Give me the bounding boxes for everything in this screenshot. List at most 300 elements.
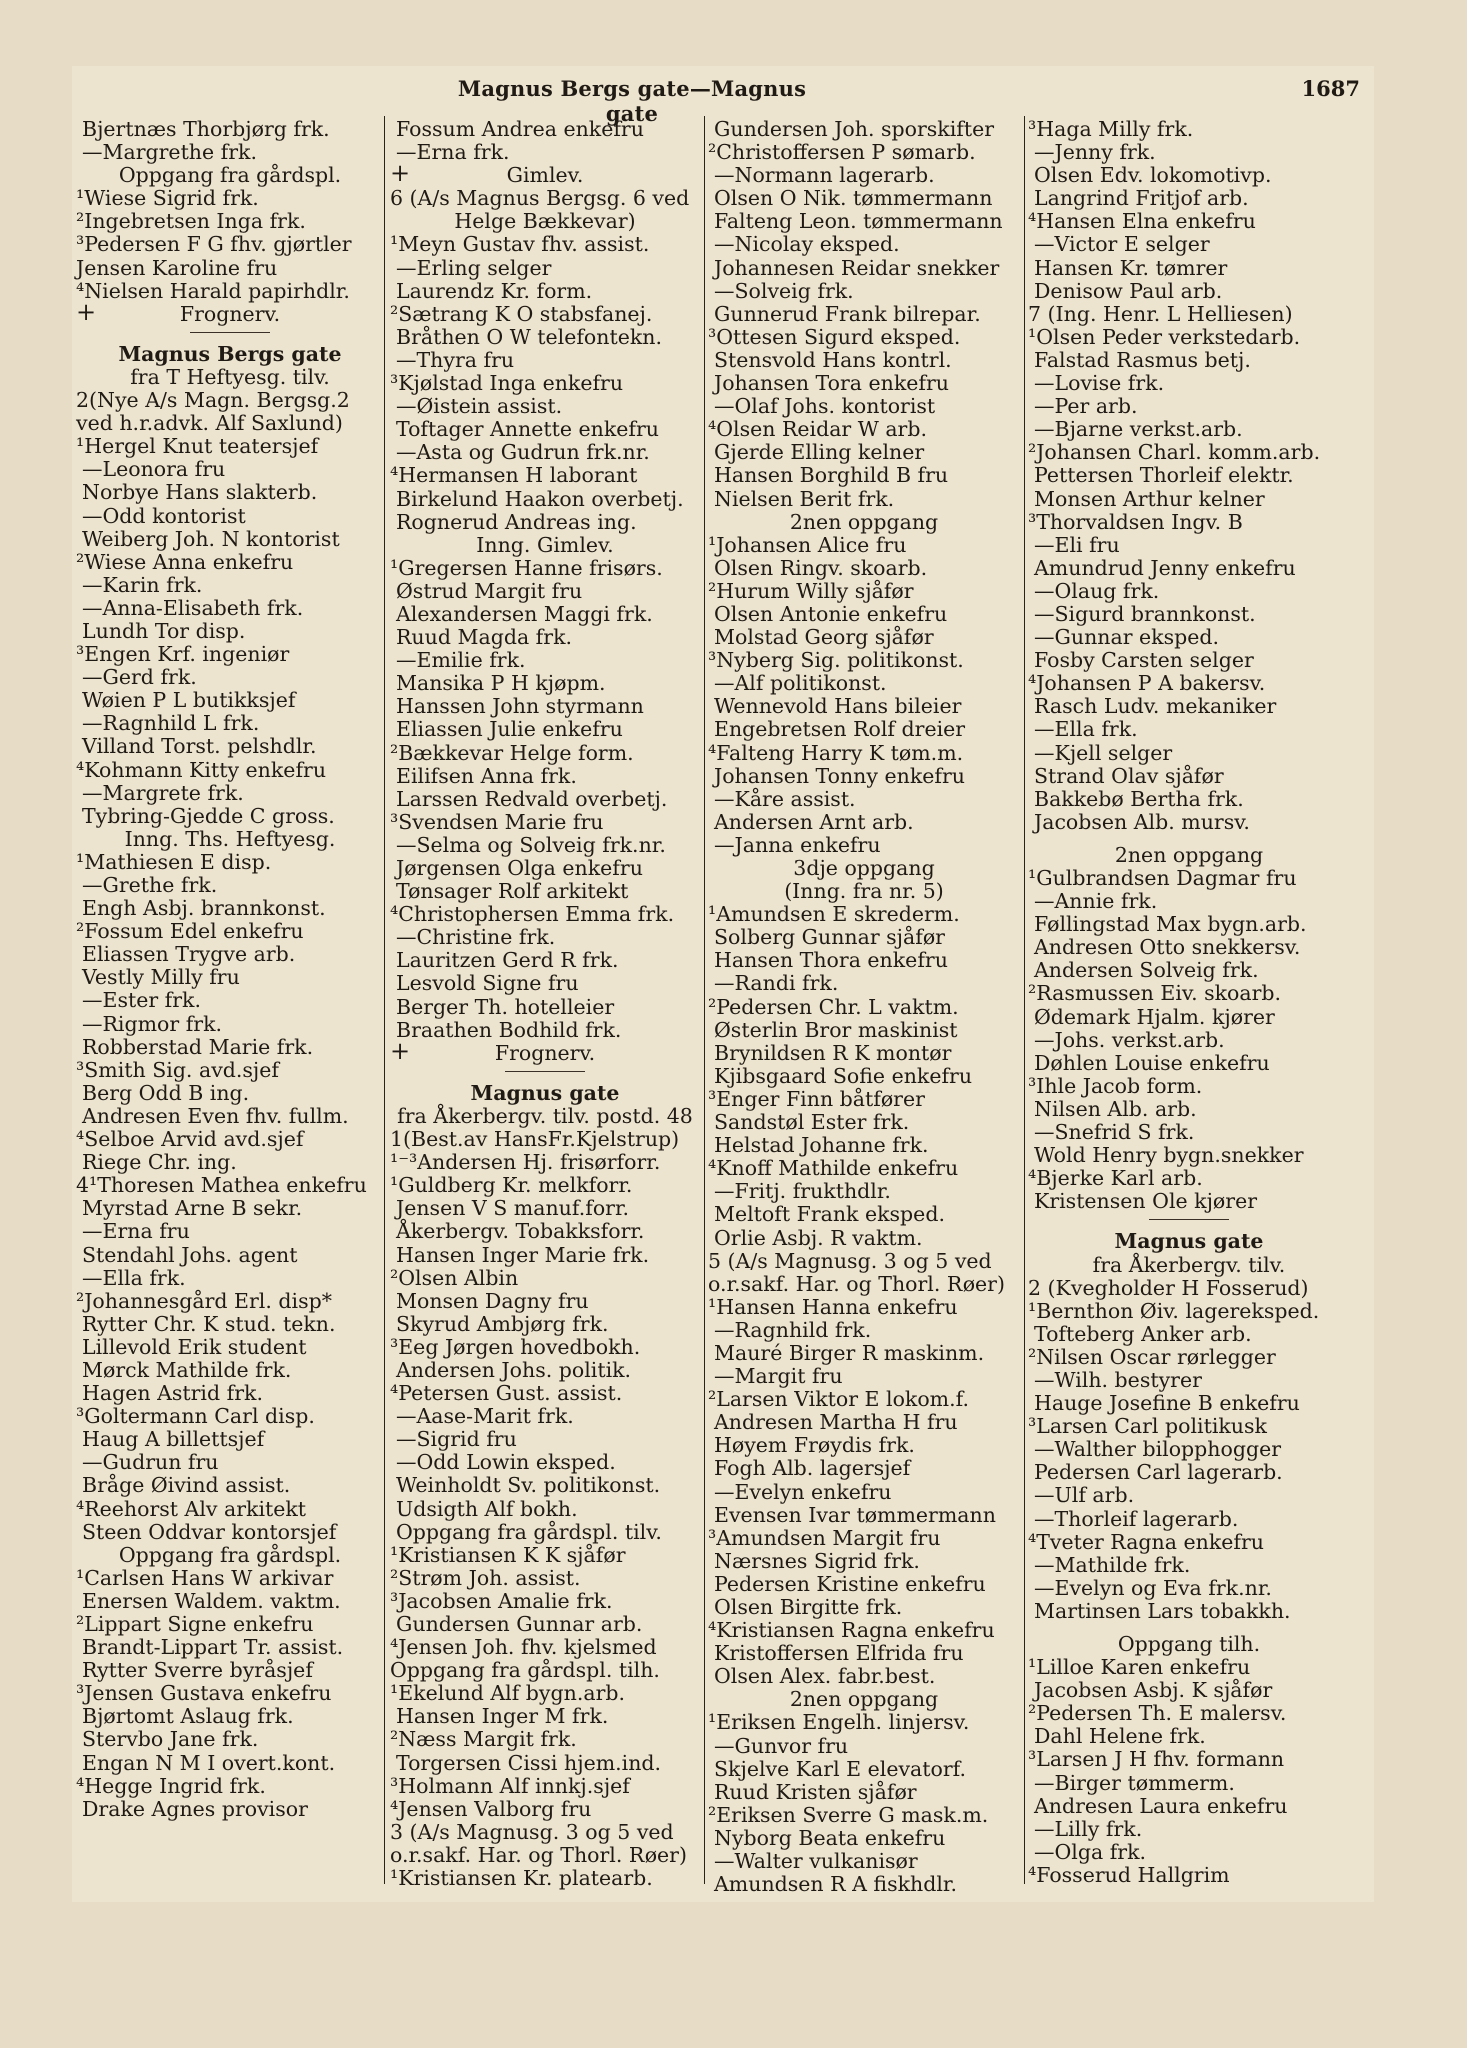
directory-entry: Sandstøl Ester frk. xyxy=(714,1110,910,1135)
directory-entry: Bakkebø Bertha frk. xyxy=(1034,786,1244,811)
directory-entry: Engh Asbj. brannkonst. xyxy=(82,896,326,921)
directory-entry: Andersen Arnt arb. xyxy=(714,809,914,834)
directory-entry: —Erling selger xyxy=(396,255,552,280)
directory-entry: ¹Bernthon Øiv. lagereksped. xyxy=(1028,1298,1320,1323)
directory-entry: ⁴Hegge Ingrid frk. xyxy=(76,1773,266,1798)
directory-entry: ¹Meyn Gustav fhv. assist. xyxy=(390,232,650,257)
directory-entry: Braathen Bodhild frk. xyxy=(396,1017,622,1042)
directory-entry: ¹Carlsen Hans W arkivar xyxy=(76,1565,334,1590)
directory-entry: Kristoffersen Elfrida fru xyxy=(714,1641,964,1666)
directory-entry: Gjerde Elling kelner xyxy=(714,440,925,465)
directory-entry: —Kåre assist. xyxy=(714,786,856,811)
directory-entry: —Snefrid S frk. xyxy=(1034,1120,1195,1145)
directory-entry: 4¹Thoresen Mathea enkefru xyxy=(76,1173,367,1198)
directory-entry: Udsigth Alf bokh. xyxy=(396,1496,578,1521)
directory-entry: Hagen Astrid frk. xyxy=(82,1381,263,1406)
directory-entry: ¹⁻³Andersen Hj. frisørforr. xyxy=(390,1150,661,1175)
column-2 xyxy=(390,117,700,1891)
directory-entry: —Bjarne verkst.arb. xyxy=(1034,417,1243,442)
directory-entry: Langrind Fritjof arb. xyxy=(1034,186,1249,211)
directory-entry: —Janna enkefru xyxy=(714,832,881,857)
directory-entry: Tønsager Rolf arkitekt xyxy=(396,879,629,904)
directory-entry: ²Eriksen Sverre G mask.m. xyxy=(708,1802,989,1827)
cross-street xyxy=(76,297,384,326)
directory-entry: Andresen Laura enkefru xyxy=(1034,1793,1288,1818)
directory-entry: Evensen Ivar tømmermann xyxy=(714,1502,996,1527)
directory-entry: Norbye Hans slakterb. xyxy=(82,480,318,505)
directory-entry: Torgersen Cissi hjem.ind. xyxy=(396,1750,662,1775)
section-divider xyxy=(190,332,270,333)
directory-entry: Rognerud Andreas ing. xyxy=(396,509,637,534)
directory-entry: ¹Johansen Alice fru xyxy=(708,532,907,557)
directory-entry: —Gudrun fru xyxy=(82,1450,219,1475)
directory-entry: —Ester frk. xyxy=(82,988,201,1013)
directory-entry: Johansen Tonny enkefru xyxy=(714,763,965,788)
directory-entry: —Ragnhild L frk. xyxy=(82,711,260,736)
directory-entry: ³Goltermann Carl disp. xyxy=(76,1404,315,1429)
section-heading: 3dje oppgang xyxy=(793,856,935,880)
directory-entry: —Alf politikonst. xyxy=(714,671,887,696)
directory-entry: Jacobsen Asbj. K sjåfør xyxy=(1034,1678,1273,1703)
directory-entry: —Nicolay eksped. xyxy=(714,232,900,257)
directory-entry: Stervbo Jane frk. xyxy=(82,1727,259,1752)
directory-entry: —Victor E selger xyxy=(1034,232,1210,257)
directory-entry: Hanssen John styrmann xyxy=(396,694,644,719)
directory-entry: —Olga frk. xyxy=(1034,1839,1147,1864)
directory-entry: Enersen Waldem. vaktm. xyxy=(82,1588,341,1613)
directory-entry: —Rigmor frk. xyxy=(82,1011,223,1036)
directory-entry: —Erna fru xyxy=(82,1219,190,1244)
directory-entry: ¹Amundsen E skrederm. xyxy=(708,902,960,927)
directory-entry: 2 (Kvegholder H Fosserud) xyxy=(1028,1275,1309,1300)
section-divider xyxy=(1149,1219,1229,1220)
directory-entry: Hansen Kr. tømrer xyxy=(1034,255,1228,280)
directory-entry: Robberstad Marie frk. xyxy=(82,1034,314,1059)
directory-entry: ¹Guldberg Kr. melkforr. xyxy=(390,1173,633,1198)
directory-entry: Oppgang fra gårdspl. tilh. xyxy=(390,1658,660,1683)
running-title: Magnus Bergs gate—Magnus gate xyxy=(457,76,807,126)
directory-entry: Eliassen Trygve arb. xyxy=(82,942,296,967)
directory-entry: —Birger tømmerm. xyxy=(1034,1770,1235,1795)
directory-entry: 2(Nye A/s Magn. Bergsg.2 xyxy=(76,388,350,413)
directory-entry: Eliassen Julie enkefru xyxy=(396,717,623,742)
directory-entry: ²Nilsen Oscar rørlegger xyxy=(1028,1344,1276,1369)
directory-entry: —Eli fru xyxy=(1034,532,1120,557)
directory-entry: Skyrud Ambjørg frk. xyxy=(396,1311,609,1336)
directory-entry: Rasch Ludv. mekaniker xyxy=(1034,694,1277,719)
directory-entry: Nilsen Alb. arb. xyxy=(1034,1096,1197,1121)
directory-entry: Jensen Karoline fru xyxy=(76,255,278,280)
directory-entry: Jensen V S manuf.forr. xyxy=(396,1196,630,1221)
directory-entry: Helstad Johanne frk. xyxy=(714,1133,929,1158)
directory-entry: Mansika P H kjøpm. xyxy=(396,671,606,696)
directory-entry: ³Eeg Jørgen hovedbokh. xyxy=(390,1334,641,1359)
directory-entry: ⁴Olsen Reidar W arb. xyxy=(708,417,927,442)
directory-entry: —Margrete frk. xyxy=(82,780,244,805)
directory-entry: —Kjell selger xyxy=(1034,740,1173,765)
directory-entry: Johansen Tora enkefru xyxy=(714,371,949,396)
directory-entry: Gundersen Gunnar arb. xyxy=(396,1612,643,1636)
directory-entry: Andresen Martha H fru xyxy=(714,1410,958,1435)
directory-entry: Martinsen Lars tobakkh. xyxy=(1034,1598,1291,1623)
directory-entry: ¹Kristiansen K K sjåfør xyxy=(390,1542,626,1567)
column-rule xyxy=(384,116,385,1884)
directory-entry: 6 (A/s Magnus Bergsg. 6 ved xyxy=(390,186,690,211)
column-rule xyxy=(704,116,705,1884)
directory-entry: —Sigrid fru xyxy=(396,1427,517,1452)
directory-entry: ⁴Knoff Mathilde enkefru xyxy=(708,1156,959,1181)
directory-entry: Orlie Asbj. R vaktm. xyxy=(714,1225,923,1250)
directory-entry: ³Ihle Jacob form. xyxy=(1028,1073,1203,1098)
directory-entry: Lauritzen Gerd R frk. xyxy=(396,948,619,973)
directory-entry: ¹Hansen Hanna enkefru xyxy=(708,1294,958,1319)
directory-entry: Mauré Birger R maskinm. xyxy=(714,1340,985,1365)
directory-entry: ³Ottesen Sigurd eksped. xyxy=(708,324,961,349)
directory-entry: —Walther bilopphogger xyxy=(1034,1437,1282,1462)
directory-entry: Berg Odd B ing. xyxy=(82,1080,250,1105)
directory-entry: ³Smith Sig. avd.sjef xyxy=(76,1057,280,1082)
directory-entry: ²Olsen Albin xyxy=(390,1265,519,1290)
directory-entry: —Ella frk. xyxy=(82,1265,186,1290)
directory-entry: ¹Gregersen Hanne frisørs. xyxy=(390,555,663,580)
directory-entry: ³Holmann Alf innkj.sjef xyxy=(390,1773,630,1798)
directory-entry: Bråthen O W telefontekn. xyxy=(396,324,662,349)
directory-entry: Solberg Gunnar sjåfør xyxy=(714,925,945,950)
directory-entry: ⁴Nielsen Harald papirhdlr. xyxy=(76,278,350,303)
directory-entry: Andresen Otto snekkersv. xyxy=(1034,935,1301,960)
column-3 xyxy=(708,117,1020,1897)
directory-entry: Weinholdt Sv. politikonst. xyxy=(396,1473,661,1498)
directory-entry: 5 (A/s Magnusg. 3 og 5 ved xyxy=(708,1248,992,1273)
directory-entry: —Wilh. bestyrer xyxy=(1034,1367,1202,1392)
directory-entry: Jørgensen Olga enkefru xyxy=(396,856,643,880)
directory-entry: —Øistein assist. xyxy=(396,394,563,419)
directory-entry: ²Johannesgård Erl. disp* xyxy=(76,1288,332,1313)
directory-entry: —Christine frk. xyxy=(396,925,556,950)
directory-entry: ²Fossum Edel enkefru xyxy=(76,919,304,944)
directory-entry: Amundsen R A fiskhdlr. xyxy=(714,1872,957,1897)
section-heading: fra T Heftyesg. tilv. xyxy=(130,364,330,389)
section-heading: Inng. Ths. Heftyesg. xyxy=(124,826,336,851)
directory-entry: Haug A billettsjef xyxy=(82,1427,265,1452)
cross-street-icon: + xyxy=(390,1036,411,1065)
directory-entry: ¹Ekelund Alf bygn.arb. xyxy=(390,1681,626,1706)
directory-entry: ³Jacobsen Amalie frk. xyxy=(390,1588,613,1613)
directory-entry: —Jenny frk. xyxy=(1034,140,1156,165)
directory-entry: o.r.sakf. Har. og Thorl. Røer) xyxy=(390,1842,687,1867)
section-heading: Inng. Gimlev. xyxy=(476,532,614,557)
directory-entry: —Per arb. xyxy=(1034,394,1138,419)
directory-entry: —Lilly frk. xyxy=(1034,1816,1143,1841)
directory-entry: Riege Chr. ing. xyxy=(82,1150,237,1175)
section-heading: fra Åkerbergv. tilv. xyxy=(1092,1252,1286,1277)
directory-entry: Pettersen Thorleif elektr. xyxy=(1034,463,1294,488)
street-heading: Magnus Bergs gate xyxy=(118,341,342,366)
directory-entry: ²Ingebretsen Inga frk. xyxy=(76,209,306,234)
directory-entry: ¹Eriksen Engelh. linjersv. xyxy=(708,1710,970,1735)
directory-entry: Nærsnes Sigrid frk. xyxy=(714,1548,920,1573)
street-heading: Magnus gate xyxy=(470,1080,620,1105)
directory-entry: Olsen O Nik. tømmermann xyxy=(714,186,993,211)
directory-entry: Hansen Inger M frk. xyxy=(396,1704,609,1729)
directory-entry: Jacobsen Alb. mursv. xyxy=(1034,809,1250,834)
directory-entry: —Ulf arb. xyxy=(1034,1483,1135,1508)
directory-entry: Falstad Rasmus betj. xyxy=(1034,347,1251,372)
directory-entry: ⁴Falteng Harry K tøm.m. xyxy=(708,740,964,765)
directory-entry: —Olaf Johs. kontorist xyxy=(714,394,936,419)
directory-entry: Laurendz Kr. form. xyxy=(396,278,593,303)
directory-entry: —Randi frk. xyxy=(714,971,839,996)
cross-street-icon: + xyxy=(390,159,411,188)
directory-entry: Toftager Annette enkefru xyxy=(396,417,659,442)
directory-entry: Stensvold Hans kontrl. xyxy=(714,347,952,372)
directory-page xyxy=(72,66,1374,1902)
directory-entry: ³Thorvaldsen Ingv. B xyxy=(1028,509,1243,534)
directory-entry: Nielsen Berit frk. xyxy=(714,486,895,511)
section-heading: (Inng. fra nr. 5) xyxy=(784,879,944,904)
directory-entry: Rytter Sverre byråsjef xyxy=(82,1658,313,1683)
directory-entry: Olsen Edv. lokomotivp. xyxy=(1034,163,1272,188)
directory-entry: Nyborg Beata enkefru xyxy=(714,1825,946,1850)
directory-entry: ³Kjølstad Inga enkefru xyxy=(390,371,624,396)
directory-entry: ³Larsen J H fhv. formann xyxy=(1028,1747,1285,1772)
directory-entry: ved h.r.advk. Alf Saxlund) xyxy=(76,411,343,436)
directory-entry: ³Nyberg Sig. politikonst. xyxy=(708,648,964,673)
directory-entry: Olsen Antonie enkefru xyxy=(714,601,948,626)
directory-entry: Johannesen Reidar snekker xyxy=(714,255,1000,280)
directory-entry: —Fritj. frukthdlr. xyxy=(714,1179,891,1204)
directory-entry: ¹Hergel Knut teatersjef xyxy=(76,434,319,459)
directory-entry: Brandt-Lippart Tr. assist. xyxy=(82,1635,344,1660)
directory-entry: —Walter vulkanisør xyxy=(714,1849,918,1874)
directory-entry: —Olaug frk. xyxy=(1034,578,1160,603)
directory-entry: Hansen Borghild B fru xyxy=(714,463,949,488)
page-number: 1687 xyxy=(1301,76,1360,101)
directory-entry: ²Strøm Joh. assist. xyxy=(390,1565,581,1590)
directory-entry: —Margrethe frk. xyxy=(82,140,257,165)
directory-entry: ²Lippart Signe enkefru xyxy=(76,1612,314,1636)
directory-entry: Fogh Alb. lagersjef xyxy=(714,1456,911,1481)
directory-entry: —Thyra fru xyxy=(396,347,515,372)
directory-entry: ²Pedersen Th. E malersv. xyxy=(1028,1701,1287,1726)
section-heading: 2nen oppgang xyxy=(789,1687,939,1712)
directory-entry: Strand Olav sjåfør xyxy=(1034,763,1224,788)
directory-entry: Døhlen Louise enkefru xyxy=(1034,1050,1270,1075)
directory-entry: Meltoft Frank eksped. xyxy=(714,1202,945,1227)
directory-entry: ⁴Petersen Gust. assist. xyxy=(390,1381,623,1406)
directory-entry: —Leonora fru xyxy=(82,457,226,482)
directory-entry: —Karin frk. xyxy=(82,572,203,597)
cross-street-label: Frognerv. xyxy=(494,1040,596,1065)
directory-entry: Tybring-Gjedde C gross. xyxy=(82,803,335,828)
directory-entry: ²Sætrang K O stabsfanej. xyxy=(390,301,653,326)
section-heading: Helge Bækkevar) xyxy=(454,209,636,234)
directory-entry: Amundrud Jenny enkefru xyxy=(1034,555,1296,580)
directory-entry: —Solveig frk. xyxy=(714,278,854,303)
directory-entry: Weiberg Joh. N kontorist xyxy=(82,526,340,551)
section-divider xyxy=(505,1071,585,1072)
directory-entry: Brynildsen R K montør xyxy=(714,1040,952,1065)
section-heading: Oppgang fra gårdspl. xyxy=(118,163,342,188)
directory-entry: Wøien P L butikksjef xyxy=(82,688,296,713)
directory-entry: ¹Gulbrandsen Dagmar fru xyxy=(1028,866,1297,890)
directory-entry: ⁴Johansen P A bakersv. xyxy=(1028,671,1266,696)
directory-entry: Monsen Arthur kelner xyxy=(1034,486,1265,511)
directory-entry: ¹Olsen Peder verkstedarb. xyxy=(1028,324,1301,349)
directory-entry: Falteng Leon. tømmermann xyxy=(714,209,1003,234)
directory-entry: —Annie frk. xyxy=(1034,889,1158,914)
directory-entry: —Evelyn og Eva frk.nr. xyxy=(1034,1575,1272,1600)
directory-entry: Hansen Thora enkefru xyxy=(714,948,948,973)
directory-entry: —Normann lagerarb. xyxy=(714,163,935,188)
directory-entry: Engan N M I overt.kont. xyxy=(82,1750,336,1775)
directory-entry: ⁴Tveter Ragna enkefru xyxy=(1028,1529,1264,1554)
directory-entry: ³Enger Finn båtfører xyxy=(708,1086,925,1111)
directory-entry: —Ragnhild frk. xyxy=(714,1317,872,1342)
directory-entry: —Evelyn enkefru xyxy=(714,1479,892,1504)
directory-entry: 7 (Ing. Henr. L Helliesen) xyxy=(1028,301,1293,326)
directory-entry: —Emilie frk. xyxy=(396,648,526,673)
directory-entry: —Johs. verkst.arb. xyxy=(1034,1027,1225,1052)
directory-entry: —Gunvor fru xyxy=(714,1733,849,1758)
directory-entry: ⁴Bjerke Karl arb. xyxy=(1028,1166,1203,1191)
directory-entry: ²Bækkevar Helge form. xyxy=(390,740,634,765)
directory-entry: ¹Lilloe Karen enkefru xyxy=(1028,1655,1251,1680)
column-4 xyxy=(1028,117,1350,1887)
directory-entry: Wennevold Hans bileier xyxy=(714,694,962,719)
directory-entry: Andersen Solveig frk. xyxy=(1034,958,1259,983)
directory-entry: ⁴Hermansen H laborant xyxy=(390,463,638,488)
directory-entry: ³Larsen Carl politikusk xyxy=(1028,1414,1267,1439)
directory-entry: Wold Henry bygn.snekker xyxy=(1034,1143,1304,1168)
directory-entry: ³Jensen Gustava enkefru xyxy=(76,1681,332,1706)
directory-entry: Gundersen Joh. sporskifter xyxy=(714,117,995,141)
directory-entry: Lundh Tor disp. xyxy=(82,618,246,643)
directory-entry: —Ella frk. xyxy=(1034,717,1138,742)
directory-entry: Monsen Dagny fru xyxy=(396,1288,589,1313)
directory-entry: Villand Torst. pelshdlr. xyxy=(82,734,317,759)
directory-entry: Berger Th. hotelleier xyxy=(396,994,615,1019)
directory-entry: Vestly Milly fru xyxy=(82,965,240,990)
directory-entry: ⁴Jensen Valborg fru xyxy=(390,1796,592,1821)
directory-entry: ²Larsen Viktor E lokom.f. xyxy=(708,1387,970,1412)
street-heading: Magnus gate xyxy=(1114,1229,1264,1254)
directory-entry: 1(Best.av HansFr.Kjelstrup) xyxy=(390,1127,680,1152)
directory-entry: Lesvold Signe fru xyxy=(396,971,579,996)
directory-entry: ³Engen Krf. ingeniør xyxy=(76,642,290,667)
section-heading: 2nen oppgang xyxy=(1114,842,1264,867)
directory-entry: Steen Oddvar kontorsjef xyxy=(82,1519,337,1544)
directory-entry: Kjibsgaard Sofie enkefru xyxy=(714,1063,973,1088)
directory-entry: Olsen Ringv. skoarb. xyxy=(714,555,928,580)
directory-entry: ⁴Jensen Joh. fhv. kjelsmed xyxy=(390,1635,657,1660)
directory-entry: —Gerd frk. xyxy=(82,665,197,690)
directory-entry: Høyem Frøydis frk. xyxy=(714,1433,915,1458)
directory-entry: Ødemark Hjalm. kjører xyxy=(1034,1004,1275,1029)
directory-entry: ⁴Hansen Elna enkefru xyxy=(1028,209,1256,234)
directory-entry: 3 (A/s Magnusg. 3 og 5 ved xyxy=(390,1819,674,1844)
directory-entry: Stendahl Johs. agent xyxy=(82,1242,298,1267)
directory-entry: Molstad Georg sjåfør xyxy=(714,625,934,650)
directory-entry: Oppgang fra gårdspl. tilv. xyxy=(396,1519,662,1544)
directory-entry: Alexandersen Maggi frk. xyxy=(396,601,653,626)
directory-entry: ⁴Reehorst Alv arkitekt xyxy=(76,1496,307,1521)
directory-entry: ²Pedersen Chr. L vaktm. xyxy=(708,994,959,1019)
directory-entry: Ruud Kristen sjåfør xyxy=(714,1779,917,1804)
cross-street xyxy=(390,1036,700,1065)
directory-entry: Hansen Inger Marie frk. xyxy=(396,1242,650,1267)
cross-street-label: Gimlev. xyxy=(506,163,584,188)
directory-entry: ²Christoffersen P sømarb. xyxy=(708,140,976,165)
directory-entry: ²Rasmussen Eiv. skoarb. xyxy=(1028,981,1282,1006)
cross-street-icon: + xyxy=(76,297,97,326)
directory-entry: ⁴Selboe Arvid avd.sjef xyxy=(76,1127,304,1152)
directory-entry: Bjertnæs Thorbjørg frk. xyxy=(82,117,330,141)
directory-entry: —Odd kontorist xyxy=(82,503,246,528)
cross-street xyxy=(390,159,700,188)
directory-entry: ⁴Fosserud Hallgrim xyxy=(1028,1862,1230,1887)
directory-entry: Østerlin Bror maskinist xyxy=(714,1017,958,1042)
directory-entry: —Asta og Gudrun frk.nr. xyxy=(396,440,650,465)
directory-entry: —Anna-Elisabeth frk. xyxy=(82,595,304,620)
directory-entry: Andersen Johs. politik. xyxy=(396,1357,632,1382)
directory-entry: Fosby Carsten selger xyxy=(1034,648,1254,673)
directory-entry: Engebretsen Rolf dreier xyxy=(714,717,966,742)
directory-entry: Myrstad Arne B sekr. xyxy=(82,1196,303,1221)
directory-entry: ³Amundsen Margit fru xyxy=(708,1525,941,1550)
directory-entry: Rytter Chr. K stud. tekn. xyxy=(82,1311,336,1336)
directory-entry: Pedersen Kristine enkefru xyxy=(714,1571,986,1596)
directory-entry: —Mathilde frk. xyxy=(1034,1552,1191,1577)
section-heading: 2nen oppgang xyxy=(789,509,939,534)
cross-street-label: Frognerv. xyxy=(179,301,281,326)
directory-entry: —Erna frk. xyxy=(396,140,510,165)
directory-entry: ²Næss Margit frk. xyxy=(390,1727,577,1752)
directory-entry: —Selma og Solveig frk.nr. xyxy=(396,832,666,857)
directory-entry: Eilifsen Anna frk. xyxy=(396,763,577,788)
section-heading: fra Åkerbergv. tilv. postd. 48 xyxy=(397,1103,693,1128)
directory-entry: ⁴Christophersen Emma frk. xyxy=(390,902,675,927)
directory-entry: Mørck Mathilde frk. xyxy=(82,1357,292,1382)
directory-entry: Birkelund Haakon overbetj. xyxy=(396,486,684,511)
directory-entry: o.r.sakf. Har. og Thorl. Røer) xyxy=(708,1271,1005,1296)
directory-entry: Østrud Margit fru xyxy=(396,578,583,603)
column-rule xyxy=(1024,116,1025,1884)
directory-entry: Dahl Helene frk. xyxy=(1034,1724,1206,1749)
directory-entry: Ruud Magda frk. xyxy=(396,625,573,650)
directory-entry: Hauge Josefine B enkefru xyxy=(1034,1391,1300,1416)
directory-entry: Fossum Andrea enkefru xyxy=(396,117,644,141)
directory-entry: ⁴Kohmann Kitty enkefru xyxy=(76,757,327,782)
directory-entry: Bjørtomt Aslaug frk. xyxy=(82,1704,294,1729)
directory-entry: Andresen Even fhv. fullm. xyxy=(82,1103,349,1128)
directory-entry: Gunnerud Frank bilrepar. xyxy=(714,301,981,326)
section-heading: Oppgang tilh. xyxy=(1117,1632,1261,1656)
page-header xyxy=(72,76,1374,126)
directory-entry: Skjelve Karl E elevatorf. xyxy=(714,1756,967,1781)
directory-entry: ¹Kristiansen Kr. platearb. xyxy=(390,1866,653,1891)
directory-entry: Bråge Øivind assist. xyxy=(82,1473,291,1498)
directory-entry: ²Hurum Willy sjåfør xyxy=(708,578,914,603)
directory-entry: ³Haga Milly frk. xyxy=(1028,117,1194,141)
directory-entry: Olsen Birgitte frk. xyxy=(714,1595,903,1619)
directory-entry: Kristensen Ole kjører xyxy=(1034,1189,1257,1214)
directory-entry: Lillevold Erik student xyxy=(82,1334,307,1359)
directory-entry: ³Pedersen F G fhv. gjørtler xyxy=(76,232,352,257)
directory-entry: —Grethe frk. xyxy=(82,873,218,897)
directory-entry: —Thorleif lagerarb. xyxy=(1034,1506,1239,1531)
column-1 xyxy=(76,118,384,1878)
